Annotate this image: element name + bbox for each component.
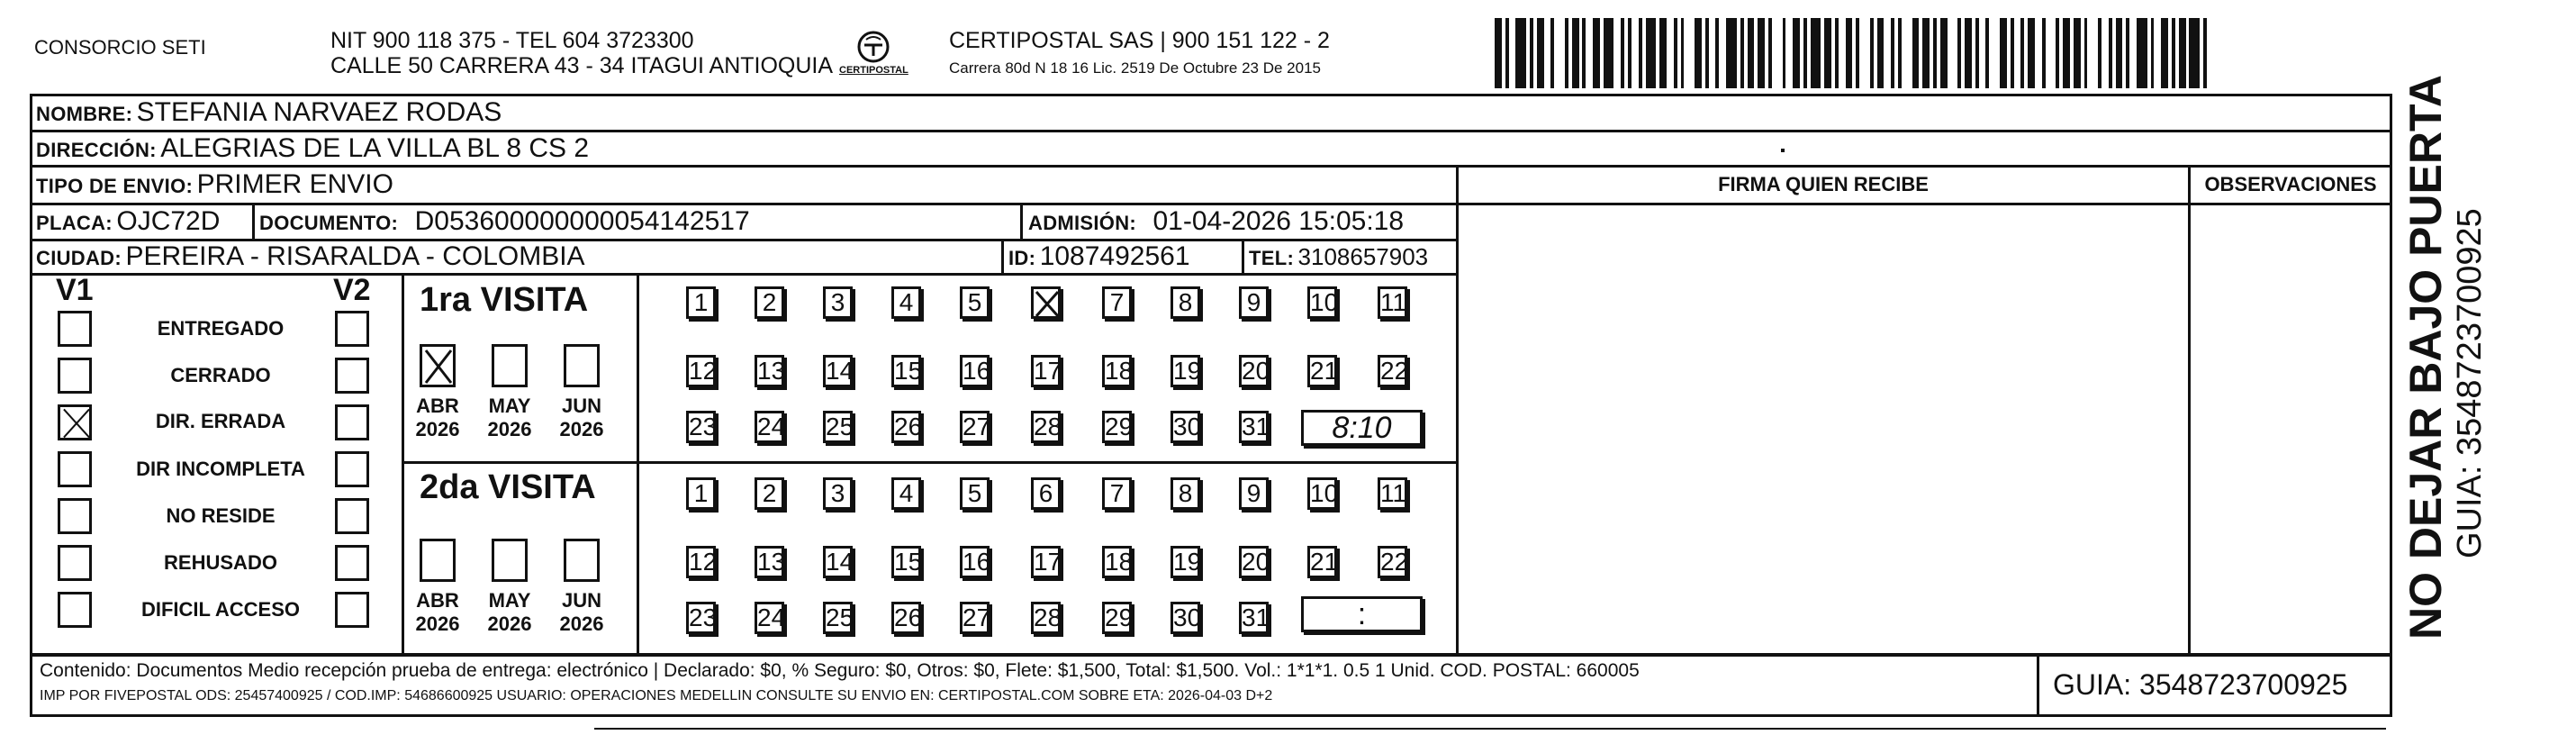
day-box-4[interactable]: 4	[891, 286, 921, 319]
divider	[1001, 239, 1004, 273]
day-box-31[interactable]: 31	[1239, 411, 1269, 443]
v1-checkbox[interactable]	[58, 498, 92, 534]
day-box-27[interactable]: 27	[960, 411, 990, 443]
check-mark-icon	[422, 347, 455, 386]
day-box-12[interactable]: 12	[686, 546, 716, 578]
v1-checkbox[interactable]	[58, 592, 92, 628]
day-box-7[interactable]: 7	[1102, 286, 1132, 319]
day-box-30[interactable]: 30	[1170, 602, 1200, 634]
day-box-9[interactable]: 9	[1239, 286, 1269, 319]
ciudad-field: CIUDAD: PEREIRA - RISARALDA - COLOMBIA	[36, 241, 585, 271]
v1-checkbox[interactable]	[58, 311, 92, 347]
nombre-value: STEFANIA NARVAEZ RODAS	[136, 97, 502, 127]
first-visit-title: 1ra VISITA	[420, 281, 589, 319]
day-box-8[interactable]: 8	[1170, 477, 1200, 510]
day-box-19[interactable]: 19	[1170, 355, 1200, 387]
day-box-22[interactable]: 22	[1378, 355, 1407, 387]
month-label: JUN 2026	[559, 589, 604, 635]
day-box-4[interactable]: 4	[891, 477, 921, 510]
day-box-20[interactable]: 20	[1239, 546, 1269, 578]
day-box-2[interactable]: 2	[755, 286, 784, 319]
v1-checkbox[interactable]	[58, 545, 92, 581]
day-box-14[interactable]: 14	[823, 355, 853, 387]
day-box-13[interactable]: 13	[755, 355, 784, 387]
day-box-10[interactable]: 10	[1307, 286, 1337, 319]
nit-line: NIT 900 118 375 - TEL 604 3723300	[330, 28, 694, 53]
divider	[2188, 165, 2191, 656]
second-visit-month-abr-box[interactable]	[420, 539, 456, 582]
v1-header: V1	[56, 273, 94, 307]
v2-checkbox[interactable]	[335, 498, 369, 534]
tipo-envio-value: PRIMER ENVIO	[196, 169, 393, 199]
day-box-11[interactable]: 11	[1378, 477, 1407, 510]
day-box-19[interactable]: 19	[1170, 546, 1200, 578]
footer-guia: GUIA: 3548723700925	[2053, 668, 2348, 701]
direccion-field: DIRECCIÓN: ALEGRIAS DE LA VILLA BL 8 CS 2	[36, 133, 590, 163]
day-box-25[interactable]: 25	[823, 411, 853, 443]
divider	[1242, 239, 1244, 273]
month-label: MAY 2026	[487, 589, 532, 635]
day-box-6[interactable]: 6	[1031, 477, 1061, 510]
tel-field: TEL: 3108657903	[1249, 243, 1429, 270]
day-box-24[interactable]: 24	[755, 602, 784, 634]
id-field: ID: 1087492561	[1008, 241, 1190, 271]
divider	[252, 203, 255, 239]
day-box-10[interactable]: 10	[1307, 477, 1337, 510]
divider	[2037, 654, 2039, 717]
v2-checkbox[interactable]	[335, 404, 369, 440]
day-box-3[interactable]: 3	[823, 286, 853, 319]
day-box-1[interactable]: 1	[686, 286, 716, 319]
status-dificil-acceso: DIFICIL ACCESO	[140, 598, 300, 621]
day-box-1[interactable]: 1	[686, 477, 716, 510]
check-mark-icon	[1034, 289, 1061, 319]
v2-checkbox[interactable]	[335, 451, 369, 487]
v2-checkbox[interactable]	[335, 545, 369, 581]
day-box-21[interactable]: 21	[1307, 355, 1337, 387]
day-box-23[interactable]: 23	[686, 602, 716, 634]
admision-field: ADMISIÓN: 01-04-2026 15:05:18	[1028, 206, 1405, 236]
day-box-8[interactable]: 8	[1170, 286, 1200, 319]
day-box-26[interactable]: 26	[891, 602, 921, 634]
id-value: 1087492561	[1039, 241, 1190, 271]
status-dir-errada: DIR. ERRADA	[155, 410, 286, 432]
v1-checkbox[interactable]	[58, 358, 92, 394]
day-box-31[interactable]: 31	[1239, 602, 1269, 634]
second-visit-title: 2da VISITA	[420, 468, 596, 506]
day-box-23[interactable]: 23	[686, 411, 716, 443]
day-box-18[interactable]: 18	[1102, 546, 1132, 578]
day-box-29[interactable]: 29	[1102, 602, 1132, 634]
day-box-16[interactable]: 16	[960, 546, 990, 578]
month-label: ABR 2026	[415, 589, 460, 635]
footer-print-info: IMP POR FIVEPOSTAL ODS: 25457400925 / COD.IMP: 54686600925 USUARIO: OPERACIONES MEDELLIN CONSULTE SU ENVIO EN: CERTIPOSTAL.COM SOBRE ETA: 2026-04-03 D+2	[40, 688, 1273, 703]
day-box-21[interactable]: 21	[1307, 546, 1337, 578]
divider	[1020, 203, 1023, 239]
day-box-3[interactable]: 3	[823, 477, 853, 510]
day-box-18[interactable]: 18	[1102, 355, 1132, 387]
day-box-14[interactable]: 14	[823, 546, 853, 578]
logo-text: CERTIPOSTAL	[839, 65, 908, 76]
documento-value: D053600000000054142517	[414, 206, 750, 236]
day-box-9[interactable]: 9	[1239, 477, 1269, 510]
day-box-11[interactable]: 11	[1378, 286, 1407, 319]
barcode	[1495, 18, 2215, 88]
day-box-24[interactable]: 24	[755, 411, 784, 443]
documento-field: DOCUMENTO: D053600000000054142517	[259, 206, 750, 236]
tipo-envio-field: TIPO DE ENVIO: PRIMER ENVIO	[36, 169, 393, 199]
day-box-20[interactable]: 20	[1239, 355, 1269, 387]
dot-mark	[1781, 149, 1785, 152]
day-box-27[interactable]: 27	[960, 602, 990, 634]
status-no-reside: NO RESIDE	[166, 504, 276, 527]
address-line: CALLE 50 CARRERA 43 - 34 ITAGUI ANTIOQUIA	[330, 53, 834, 78]
v2-checkbox[interactable]	[335, 358, 369, 394]
day-box-17[interactable]: 17	[1031, 355, 1061, 387]
day-box-2[interactable]: 2	[755, 477, 784, 510]
day-box-15[interactable]: 15	[891, 546, 921, 578]
nombre-field: NOMBRE: STEFANIA NARVAEZ RODAS	[36, 97, 502, 127]
license-line: Carrera 80d N 18 16 Lic. 2519 De Octubre 23 De 2015	[949, 59, 1321, 77]
status-rehusado: REHUSADO	[164, 551, 277, 574]
divider	[402, 461, 1459, 464]
company-name: CONSORCIO SETI	[34, 36, 206, 59]
day-box-12[interactable]: 12	[686, 355, 716, 387]
placa-value: OJC72D	[116, 206, 221, 236]
divider	[594, 728, 2386, 730]
footer-contents: Contenido: Documentos Medio recepción prueba de entrega: electrónico | Declarado: $0, % Seguro: $0, Otros: $0, Flete: $1,500, Total: $1,500. Vol.: 1*1*1. 0.5 1 Unid. COD. POSTAL: 660005	[40, 660, 1640, 681]
day-box-7[interactable]: 7	[1102, 477, 1132, 510]
month-label: ABR 2026	[415, 395, 460, 440]
first-visit-month-may-box[interactable]	[492, 344, 528, 387]
v1-checkbox-checked[interactable]	[58, 404, 92, 440]
day-box-17[interactable]: 17	[1031, 546, 1061, 578]
second-visit-time[interactable]: :	[1301, 596, 1423, 632]
observaciones-header: OBSERVACIONES	[2204, 173, 2377, 195]
firma-header: FIRMA QUIEN RECIBE	[1718, 173, 1929, 195]
day-box-22[interactable]: 22	[1378, 546, 1407, 578]
month-label: JUN 2026	[559, 395, 604, 440]
first-visit-month-abr-box[interactable]	[420, 344, 456, 387]
day-box-13[interactable]: 13	[755, 546, 784, 578]
tel-value: 3108657903	[1297, 243, 1429, 270]
day-box-28[interactable]: 28	[1031, 602, 1061, 634]
day-box-30[interactable]: 30	[1170, 411, 1200, 443]
status-entregado: ENTREGADO	[157, 317, 285, 340]
ciudad-value: PEREIRA - RISARALDA - COLOMBIA	[125, 241, 585, 271]
month-label: MAY 2026	[487, 395, 532, 440]
status-dir-incompleta: DIR INCOMPLETA	[136, 458, 305, 480]
placa-field: PLACA: OJC72D	[36, 206, 221, 236]
day-box-6[interactable]	[1031, 286, 1061, 319]
day-box-28[interactable]: 28	[1031, 411, 1061, 443]
direccion-value: ALEGRIAS DE LA VILLA BL 8 CS 2	[160, 133, 590, 163]
second-visit-month-jun-box[interactable]	[564, 539, 600, 582]
status-cerrado: CERRADO	[170, 364, 271, 386]
first-visit-time[interactable]: 8:10	[1301, 410, 1423, 446]
divider	[1456, 165, 1459, 656]
v2-checkbox[interactable]	[335, 311, 369, 347]
day-box-26[interactable]: 26	[891, 411, 921, 443]
day-box-29[interactable]: 29	[1102, 411, 1132, 443]
day-box-16[interactable]: 16	[960, 355, 990, 387]
v2-checkbox[interactable]	[335, 592, 369, 628]
first-visit-month-jun-box[interactable]	[564, 344, 600, 387]
day-box-5[interactable]: 5	[960, 477, 990, 510]
v2-header: V2	[333, 273, 371, 307]
v1-checkbox[interactable]	[58, 451, 92, 487]
certipostal-line: CERTIPOSTAL SAS | 900 151 122 - 2	[949, 28, 1330, 53]
day-box-5[interactable]: 5	[960, 286, 990, 319]
day-box-25[interactable]: 25	[823, 602, 853, 634]
side-guia: GUIA: 3548723700925	[2451, 208, 2489, 558]
admision-value: 01-04-2026 15:05:18	[1152, 206, 1405, 236]
side-warning: NO DEJAR BAJO PUERTA	[2400, 75, 2451, 640]
second-visit-month-may-box[interactable]	[492, 539, 528, 582]
day-box-15[interactable]: 15	[891, 355, 921, 387]
